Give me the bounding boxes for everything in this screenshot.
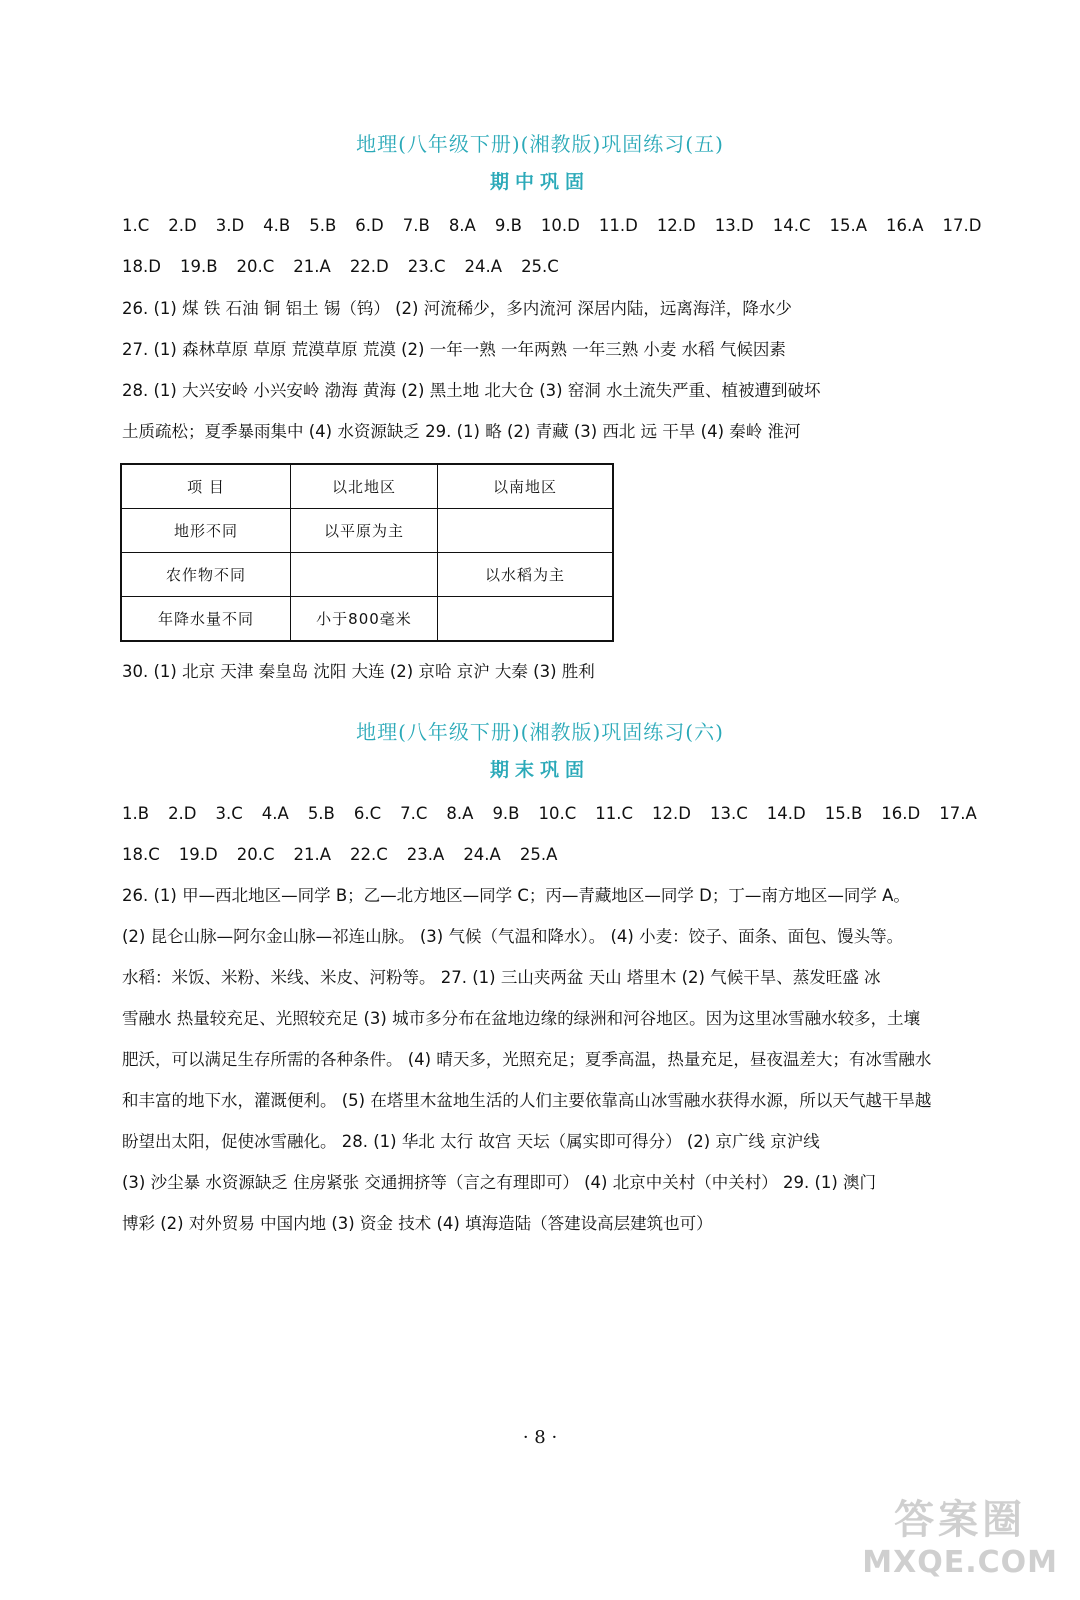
mcq-answers-row-1 <box>122 802 996 826</box>
answer-line: 26. (1) 甲—西北地区—同学 B；乙—北方地区—同学 C；丙—青藏地区—同学 D；丁—南方地区—同学 A。 <box>122 886 910 905</box>
table-header-cell: 以北地区 <box>291 464 438 509</box>
mcq-answer: 14.C <box>772 216 811 235</box>
answer-line: 雪融水 热量较充足、光照较充足 (3) 城市多分布在盆地边缘的绿洲和河谷地区。因为这里冰雪融水较多，土壤 <box>122 1009 921 1028</box>
answer-q30: 30. (1) 北京 天津 秦皇岛 沈阳 大连 (2) 京哈 京沪 大秦 (3) 胜利 <box>122 662 595 681</box>
mcq-answer: 3.C <box>215 804 243 823</box>
table-cell: 小于800毫米 <box>291 597 438 642</box>
section-subtitle-2: 期末巩固 <box>489 759 590 781</box>
mcq-answer: 13.C <box>709 804 748 823</box>
mcq-answer: 10.C <box>538 804 577 823</box>
mcq-answer: 7.C <box>400 804 428 823</box>
mcq-answer: 5.B <box>307 804 335 823</box>
page-number: · 8 · <box>522 1427 558 1448</box>
mcq-answer: 25.A <box>519 845 558 864</box>
mcq-answer: 19.D <box>178 845 218 864</box>
table-header-cell: 以南地区 <box>438 464 614 509</box>
mcq-answer: 24.A <box>463 845 501 864</box>
table-header-cell: 项 目 <box>121 464 291 509</box>
table-row <box>121 553 613 597</box>
mcq-answer: 1.C <box>122 216 150 235</box>
mcq-answer: 9.B <box>492 804 520 823</box>
mcq-answer: 21.A <box>293 845 332 864</box>
mcq-answer: 14.D <box>766 804 806 823</box>
mcq-answer: 22.D <box>349 257 389 276</box>
mcq-answer: 2.D <box>168 216 197 235</box>
mcq-answer: 11.C <box>595 804 634 823</box>
table-header-row <box>121 464 613 509</box>
comparison-table <box>120 463 614 642</box>
mcq-answer: 18.D <box>122 257 161 276</box>
mcq-answer: 19.B <box>179 257 218 276</box>
section-title-2: 地理(八年级下册)(湘教版)巩固练习(六) <box>356 720 724 744</box>
mcq-answer: 16.A <box>886 216 924 235</box>
table-cell <box>438 509 614 553</box>
section-subtitle-1: 期中巩固 <box>489 171 590 193</box>
mcq-answer: 12.D <box>656 216 696 235</box>
mcq-answers-row-1 <box>122 214 1001 238</box>
mcq-answer: 22.C <box>350 845 388 864</box>
mcq-answer: 8.A <box>448 216 476 235</box>
mcq-answer: 15.A <box>829 216 868 235</box>
mcq-answer: 4.A <box>261 804 289 823</box>
mcq-answer: 7.B <box>402 216 430 235</box>
mcq-answer: 25.C <box>521 257 559 276</box>
mcq-answer: 9.B <box>494 216 522 235</box>
answer-line: 博彩 (2) 对外贸易 中国内地 (3) 资金 技术 (4) 填海造陆（答建设高层建筑也可） <box>122 1214 713 1233</box>
mcq-answer: 17.A <box>939 804 977 823</box>
mcq-answer: 12.D <box>652 804 691 823</box>
answer-q27: 27. (1) 森林草原 草原 荒漠草原 荒漠 (2) 一年一熟 一年两熟 一年三熟 小麦 水稻 气候因素 <box>122 340 786 359</box>
table-row <box>121 597 613 642</box>
mcq-answer: 3.D <box>215 216 245 235</box>
watermark-text: 答案圈 <box>894 1497 1027 1543</box>
mcq-answer: 18.C <box>122 845 160 864</box>
mcq-answer: 11.D <box>598 216 638 235</box>
mcq-answer: 20.C <box>236 257 275 276</box>
mcq-answer: 23.C <box>407 257 446 276</box>
table-cell: 地形不同 <box>121 509 291 553</box>
mcq-answer: 17.D <box>942 216 982 235</box>
mcq-answer: 6.C <box>353 804 382 823</box>
answer-line: 盼望出太阳，促使冰雪融化。 28. (1) 华北 太行 故宫 天坛（属实即可得分） (2) 京广线 京沪线 <box>122 1132 820 1151</box>
mcq-answer: 24.A <box>464 257 503 276</box>
table-cell: 以平原为主 <box>291 509 438 553</box>
mcq-answer: 8.A <box>446 804 474 823</box>
answer-q26: 26. (1) 煤 铁 石油 铜 铝土 锡（钨） (2) 河流稀少，多内流河 深居内陆，远离海洋，降水少 <box>122 299 792 318</box>
mcq-answer: 10.D <box>540 216 580 235</box>
answer-q28-line1: 28. (1) 大兴安岭 小兴安岭 渤海 黄海 (2) 黑土地 北大仓 (3) 窑洞 水土流失严重、植被遭到破坏 <box>122 381 821 400</box>
watermark-url: MXQE.COM <box>862 1545 1058 1580</box>
mcq-answer: 5.B <box>309 216 337 235</box>
table-cell: 以水稻为主 <box>438 553 614 597</box>
table-cell <box>438 597 614 642</box>
mcq-answer: 2.D <box>168 804 197 823</box>
mcq-answers-row-2 <box>122 843 576 867</box>
answer-line: 肥沃，可以满足生存所需的各种条件。 (4) 晴天多，光照充足；夏季高温，热量充足，昼夜温差大；有冰雪融水 <box>122 1050 932 1069</box>
mcq-answer: 13.D <box>714 216 754 235</box>
mcq-answer: 6.D <box>355 216 384 235</box>
mcq-answer: 16.D <box>881 804 921 823</box>
table-cell <box>291 553 438 597</box>
answer-line: 水稻：米饭、米粉、米线、米皮、河粉等。 27. (1) 三山夹两盆 天山 塔里木 (2) 气候干旱、蒸发旺盛 冰 <box>122 968 881 987</box>
watermark-logo <box>862 1488 1058 1580</box>
table-cell: 年降水量不同 <box>121 597 291 642</box>
answer-line: (3) 沙尘暴 水资源缺乏 住房紧张 交通拥挤等（言之有理即可） (4) 北京中关村（中关村） 29. (1) 澳门 <box>122 1173 877 1192</box>
answer-line: (2) 昆仑山脉—阿尔金山脉—祁连山脉。 (3) 气候（气温和降水）。 (4) 小麦：饺子、面条、面包、馒头等。 <box>122 927 904 946</box>
mcq-answers-row-2 <box>122 255 578 279</box>
answer-q28-line2: 土质疏松；夏季暴雨集中 (4) 水资源缺乏 29. (1) 略 (2) 青藏 (3) 西北 远 干旱 (4) 秦岭 淮河 <box>122 422 801 441</box>
mcq-answer: 15.B <box>824 804 863 823</box>
table-row <box>121 509 613 553</box>
table-cell: 农作物不同 <box>121 553 291 597</box>
mcq-answer: 23.A <box>406 845 445 864</box>
mcq-answer: 1.B <box>122 804 150 823</box>
section-title-1: 地理(八年级下册)(湘教版)巩固练习(五) <box>356 132 724 156</box>
mcq-answer: 4.B <box>263 216 291 235</box>
mcq-answer: 20.C <box>236 845 275 864</box>
mcq-answer: 21.A <box>293 257 331 276</box>
answer-line: 和丰富的地下水，灌溉便利。 (5) 在塔里木盆地生活的人们主要依靠高山冰雪融水获得水源，所以天气越干旱越 <box>122 1091 932 1110</box>
